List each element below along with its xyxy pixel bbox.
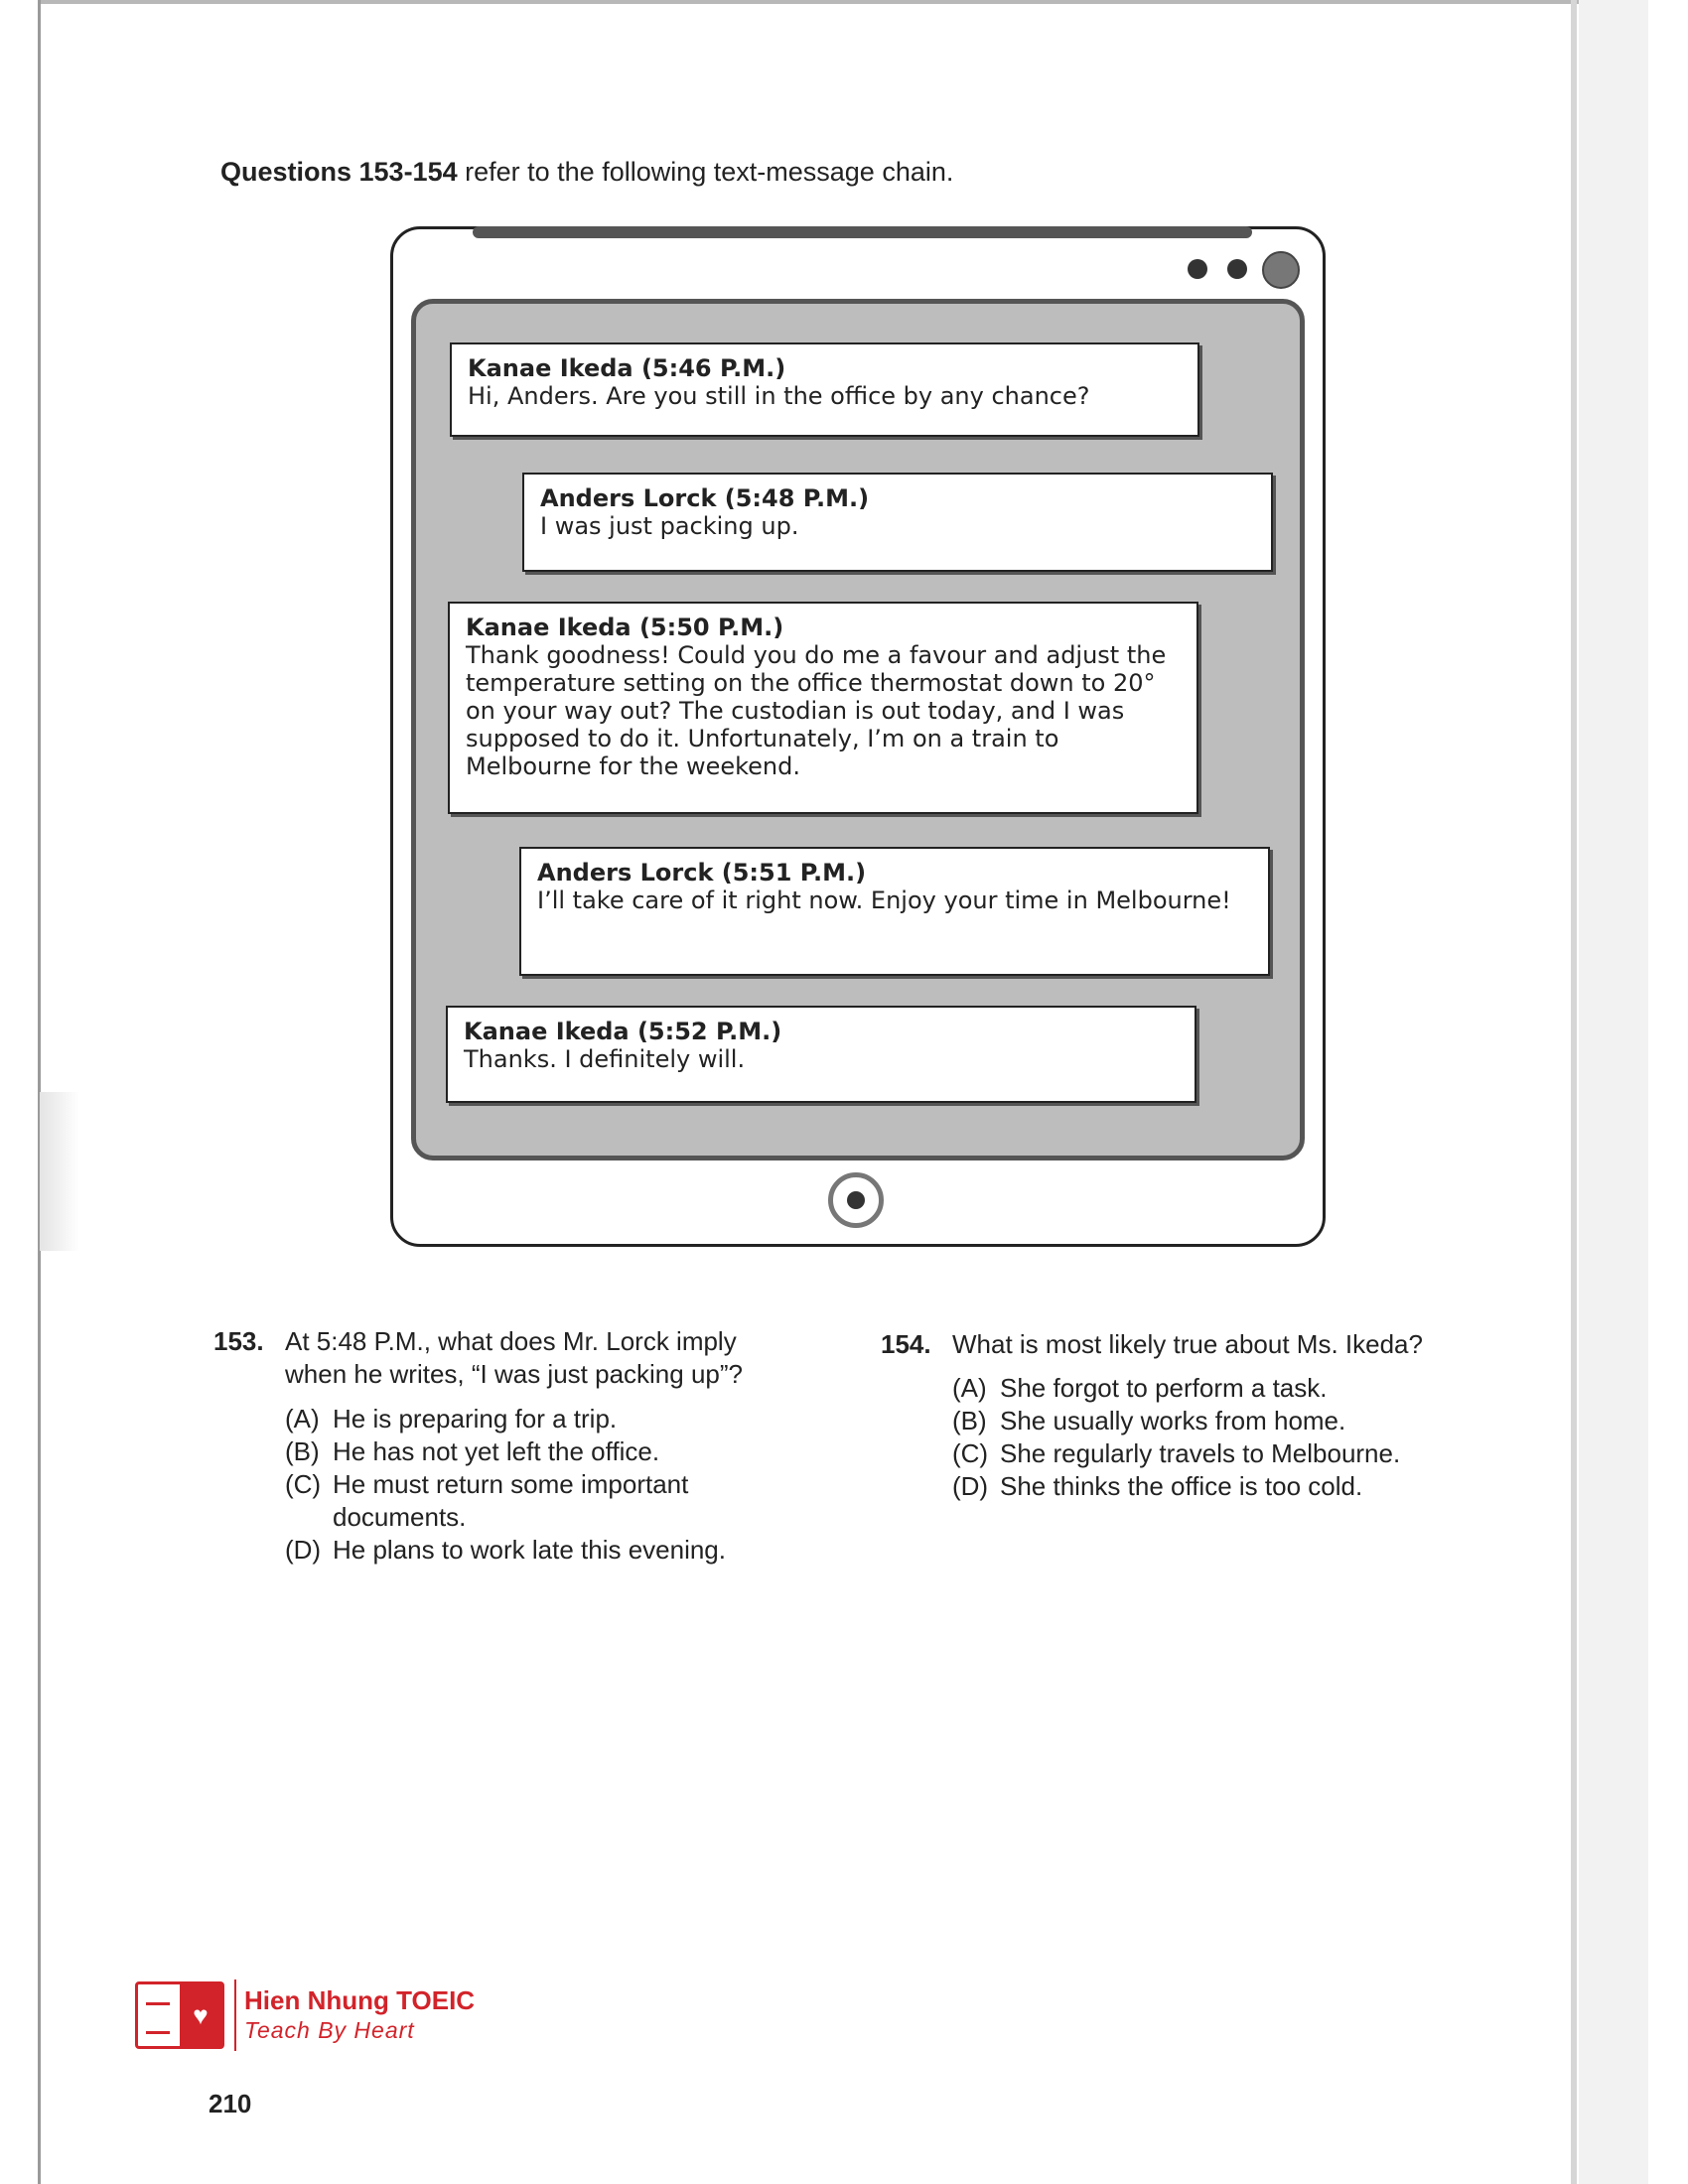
message-bubble	[448, 602, 1198, 814]
message-bubble	[522, 473, 1273, 572]
logo-subtitle: Teach By Heart	[244, 2017, 415, 2043]
question-stem: At 5:48 P.M., what does Mr. Lorck imply when he writes, “I was just packing up”?	[285, 1326, 743, 1389]
option-label: (C)	[285, 1469, 322, 1499]
option-text: She forgot to perform a task.	[1000, 1373, 1328, 1403]
brand-logo	[135, 1979, 502, 2054]
page-edge-top	[40, 0, 1609, 4]
heart-icon: ♥	[180, 1984, 221, 2046]
answer-option-d[interactable]	[952, 1470, 1469, 1503]
scan-shadow	[40, 1092, 79, 1251]
page-edge-right	[1571, 0, 1577, 2184]
page-edge-shadow	[1579, 0, 1648, 2184]
message-sender: Anders Lorck (5:48 P.M.)	[540, 484, 870, 512]
message-bubble	[450, 342, 1199, 437]
home-button-icon	[828, 1172, 884, 1228]
answer-option-b[interactable]	[952, 1405, 1469, 1437]
option-label: (A)	[952, 1373, 987, 1403]
logo-divider	[234, 1979, 236, 2051]
message-sender: Kanae Ikeda (5:46 P.M.)	[468, 354, 786, 382]
answer-option-c[interactable]	[952, 1437, 1469, 1470]
book-heart-icon	[135, 1981, 224, 2049]
message-text: Thanks. I definitely will.	[464, 1045, 746, 1073]
answer-option-c[interactable]	[285, 1468, 801, 1534]
message-text: I was just packing up.	[540, 512, 799, 540]
message-bubble	[519, 847, 1270, 976]
option-text: He must return some important documents.	[333, 1469, 689, 1532]
questions-intro	[220, 157, 953, 188]
message-text: Thank goodness! Could you do me a favour and adjust the temperature setting on the office thermostat down to 20° on your way out? The custodian is out today, and I was supposed to do it. Unfortunately, I’m on a train to Melbourne for the weekend.	[466, 641, 1167, 780]
option-text: She regularly travels to Melbourne.	[1000, 1438, 1401, 1468]
answer-options	[952, 1372, 1469, 1503]
option-label: (D)	[285, 1535, 322, 1565]
page-number: 210	[209, 2089, 252, 2118]
message-text: I’ll take care of it right now. Enjoy your time in Melbourne!	[537, 887, 1231, 914]
book-lines-icon	[146, 2002, 170, 2034]
option-label: (A)	[285, 1404, 320, 1433]
option-text: She thinks the office is too cold.	[1000, 1471, 1363, 1501]
answer-option-b[interactable]	[285, 1435, 801, 1468]
intro-text: refer to the following text-message chain.	[457, 157, 954, 187]
message-sender: Kanae Ikeda (5:52 P.M.)	[464, 1018, 782, 1045]
message-sender: Kanae Ikeda (5:50 P.M.)	[466, 614, 784, 641]
questions-label: Questions 153-154	[220, 157, 458, 187]
option-text: He is preparing for a trip.	[333, 1404, 618, 1433]
question-154	[881, 1328, 1496, 1517]
option-label: (B)	[285, 1436, 320, 1466]
option-label: (C)	[952, 1438, 989, 1468]
question-153	[213, 1325, 849, 1583]
home-button-center	[847, 1191, 865, 1209]
message-sender: Anders Lorck (5:51 P.M.)	[537, 859, 867, 887]
message-bubble	[446, 1006, 1196, 1103]
option-label: (D)	[952, 1471, 989, 1501]
option-label: (B)	[952, 1406, 987, 1435]
answer-option-d[interactable]	[285, 1534, 801, 1567]
option-text: She usually works from home.	[1000, 1406, 1346, 1435]
camera-dot-icon	[1188, 259, 1207, 279]
camera-lens-icon	[1262, 251, 1300, 289]
answer-options	[285, 1403, 801, 1567]
question-stem: What is most likely true about Ms. Ikeda?	[952, 1329, 1423, 1359]
answer-option-a[interactable]	[285, 1403, 801, 1435]
message-text: Hi, Anders. Are you still in the office by any chance?	[468, 382, 1090, 410]
tablet-top-bar	[473, 226, 1252, 238]
sensor-dot-icon	[1227, 259, 1247, 279]
option-text: He plans to work late this evening.	[333, 1535, 726, 1565]
option-text: He has not yet left the office.	[333, 1436, 660, 1466]
question-number: 153.	[213, 1326, 264, 1356]
logo-title: Hien Nhung TOEIC	[244, 1985, 476, 2015]
answer-option-a[interactable]	[952, 1372, 1469, 1405]
question-number: 154.	[881, 1329, 931, 1359]
